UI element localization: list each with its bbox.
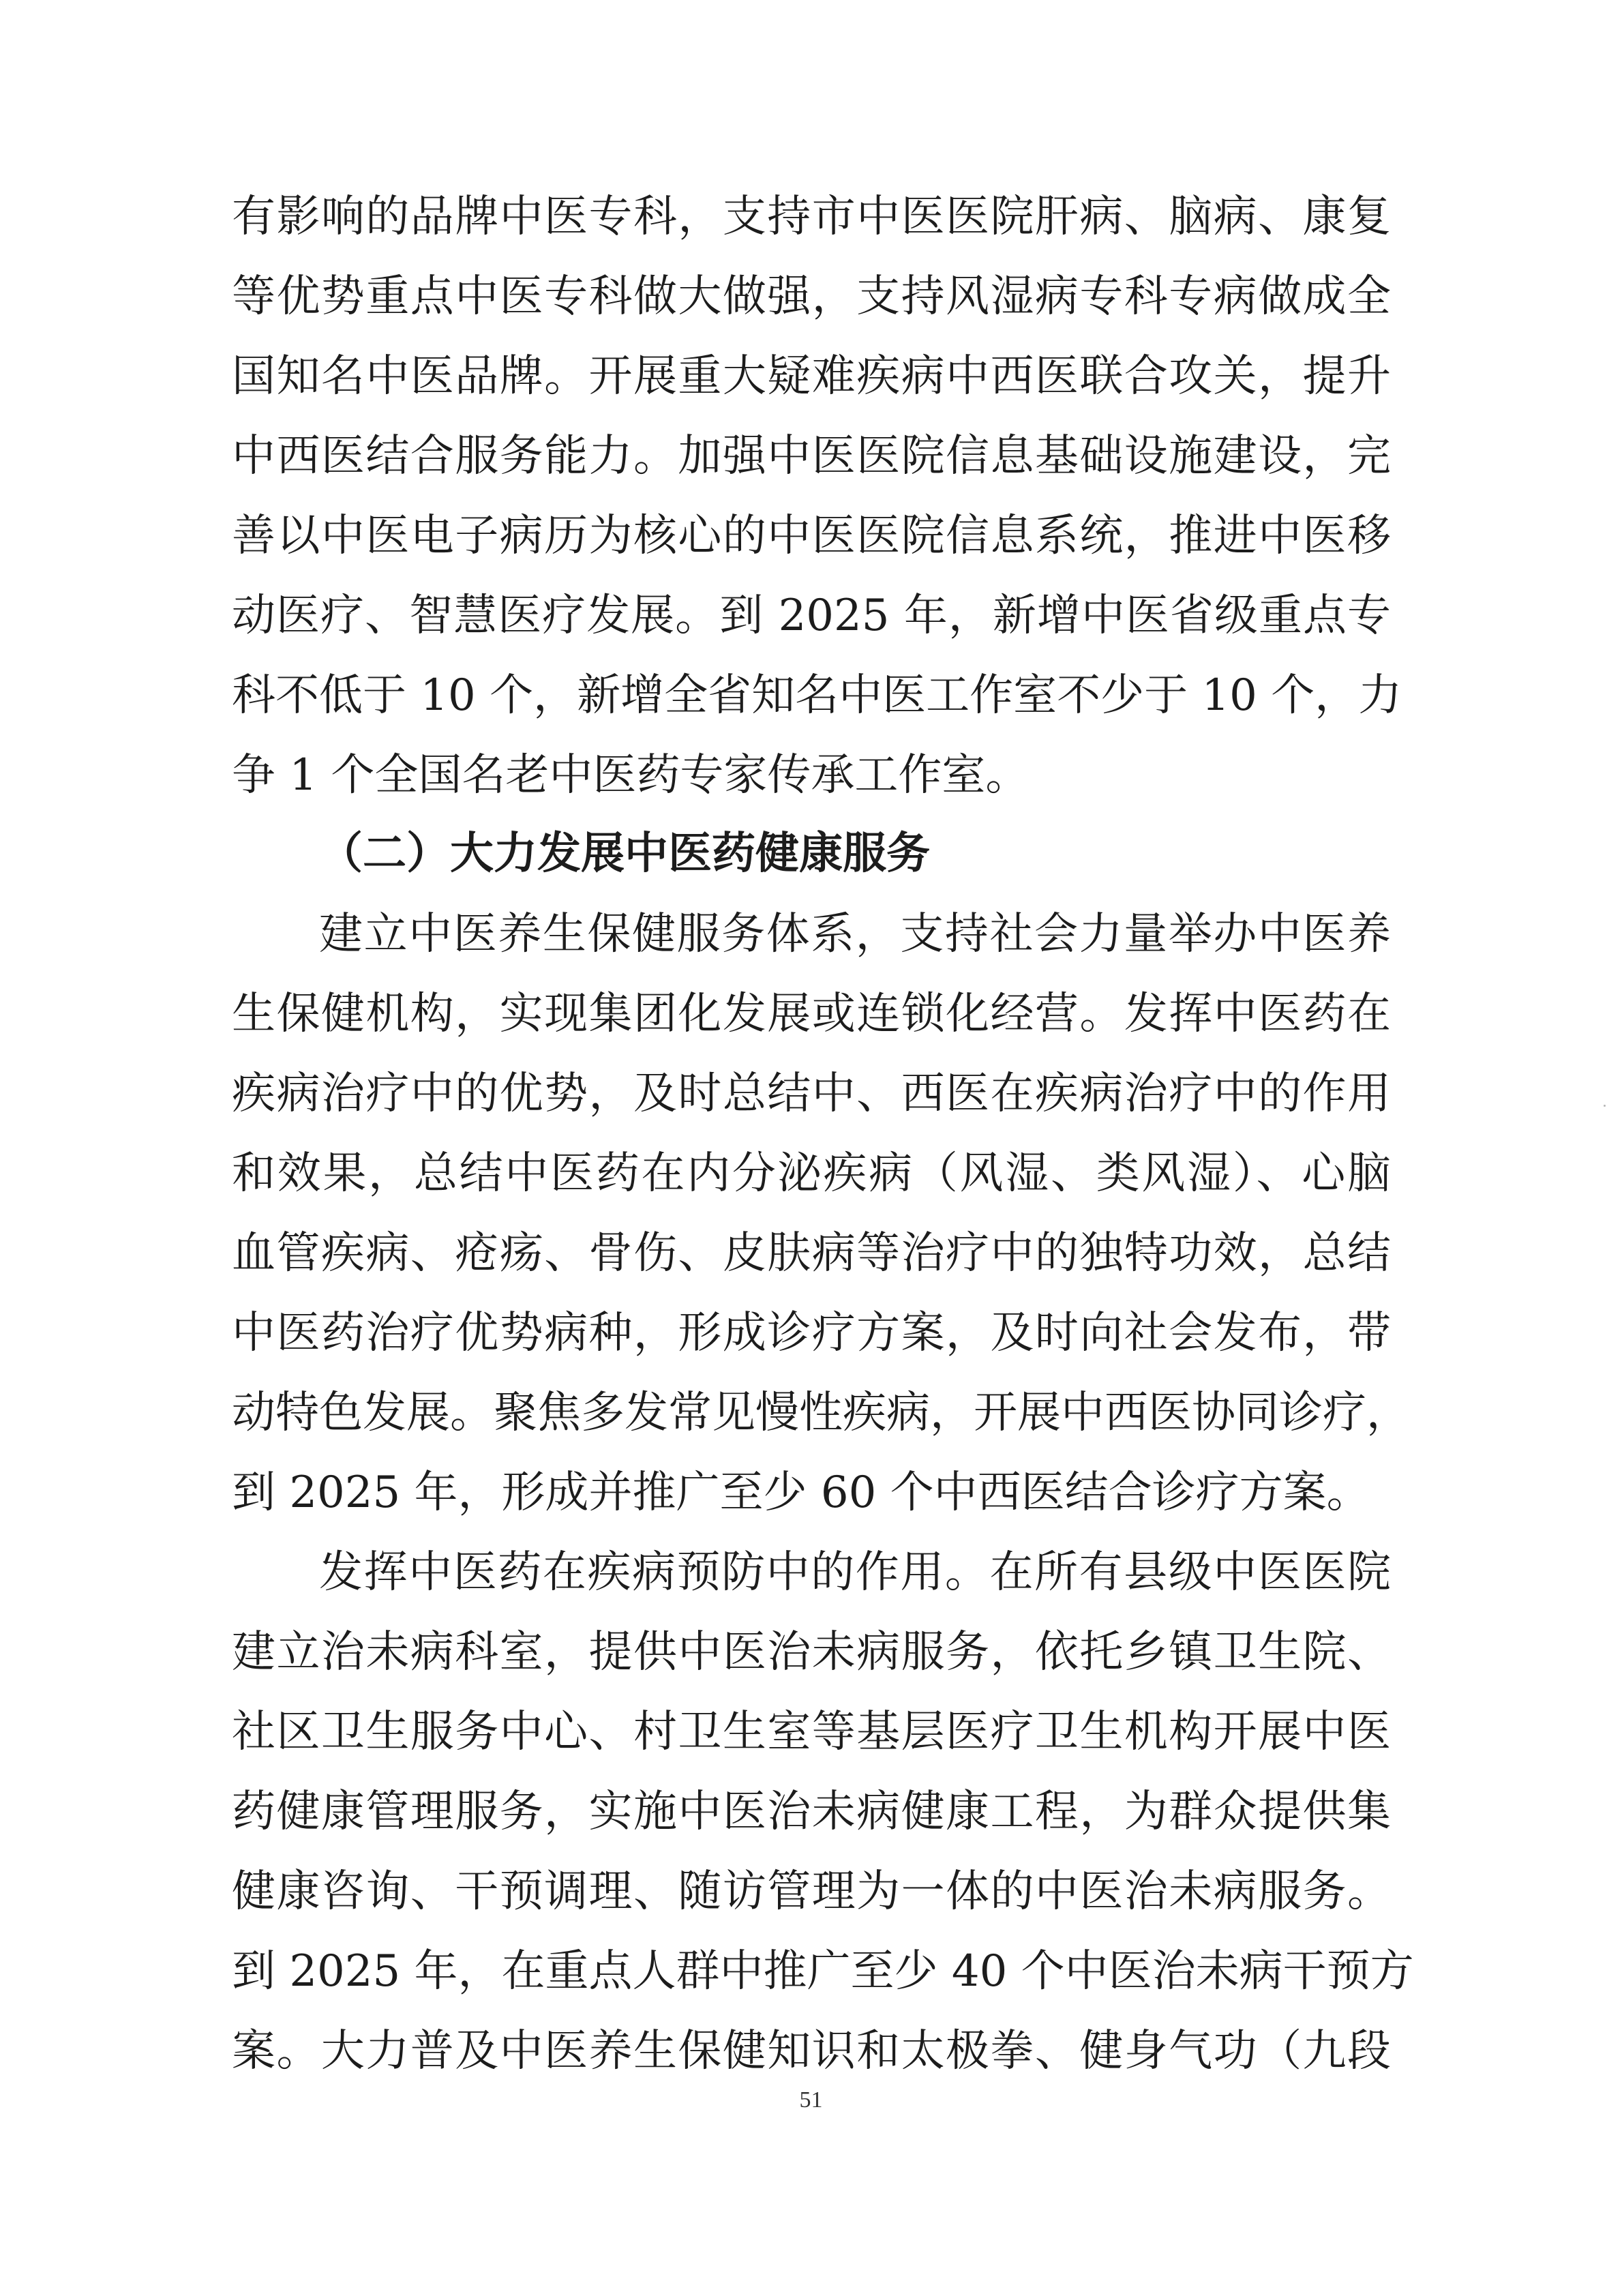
paragraph-3-line-7: 案。大力普及中医养生保健知识和太极拳、健身气功（九段 <box>232 2026 1391 2076</box>
section-heading: （二）大力发展中医药健康服务 <box>319 829 930 879</box>
paragraph-3-line-5: 健康咨询、干预调理、随访管理为一体的中医治未病服务。 <box>232 1866 1391 1917</box>
paragraph-1-line-5: 善以中医电子病历为核心的中医医院信息系统，推进中医移 <box>232 511 1391 561</box>
scan-speck <box>1604 1105 1606 1107</box>
paragraph-3-line-1: 发挥中医药在疾病预防中的作用。在所有县级中医医院 <box>319 1547 1391 1598</box>
paragraph-2-line-3: 疾病治疗中的优势，及时总结中、西医在疾病治疗中的作用 <box>232 1069 1391 1119</box>
paragraph-2-line-1: 建立中医养生保健服务体系，支持社会力量举办中医养 <box>319 909 1391 959</box>
page-number: 51 <box>799 2087 823 2113</box>
paragraph-2-line-4: 和效果，总结中医药在内分泌疾病（风湿、类风湿）、心脑 <box>232 1148 1391 1199</box>
paragraph-2-line-5: 血管疾病、疮疡、骨伤、皮肤病等治疗中的独特功效，总结 <box>232 1228 1391 1279</box>
paragraph-1-line-4: 中西医结合服务能力。加强中医医院信息基础设施建设，完 <box>232 431 1391 481</box>
paragraph-1-line-3: 国知名中医品牌。开展重大疑难疾病中西医联合攻关，提升 <box>232 351 1391 402</box>
paragraph-2-line-8: 到 2025 年，形成并推广至少 60 个中西医结合诊疗方案。 <box>232 1467 1370 1518</box>
paragraph-3-line-4: 药健康管理服务，实施中医治未病健康工程，为群众提供集 <box>232 1787 1391 1837</box>
paragraph-1-line-2: 等优势重点中医专科做大做强，支持风湿病专科专病做成全 <box>232 271 1391 322</box>
paragraph-1-line-8: 争 1 个全国名老中医药专家传承工作室。 <box>232 750 1030 801</box>
paragraph-1-line-7: 科不低于 10 个，新增全省知名中医工作室不少于 10 个，力 <box>232 670 1402 721</box>
paragraph-1-line-1: 有影响的品牌中医专科，支持市中医医院肝病、脑病、康复 <box>232 192 1391 242</box>
paragraph-3-line-3: 社区卫生服务中心、村卫生室等基层医疗卫生机构开展中医 <box>232 1707 1391 1757</box>
paragraph-2-line-6: 中医药治疗优势病种，形成诊疗方案，及时向社会发布，带 <box>232 1308 1391 1358</box>
paragraph-3-line-6: 到 2025 年，在重点人群中推广至少 40 个中医治未病干预方 <box>232 1946 1414 1997</box>
paragraph-1-line-6: 动医疗、智慧医疗发展。到 2025 年，新增中医省级重点专 <box>232 591 1391 641</box>
paragraph-3-line-2: 建立治未病科室，提供中医治未病服务，依托乡镇卫生院、 <box>232 1627 1391 1678</box>
paragraph-2-line-2: 生保健机构，实现集团化发展或连锁化经营。发挥中医药在 <box>232 989 1391 1039</box>
paragraph-2-line-7: 动特色发展。聚焦多发常见慢性疾病，开展中西医协同诊疗， <box>232 1388 1410 1438</box>
